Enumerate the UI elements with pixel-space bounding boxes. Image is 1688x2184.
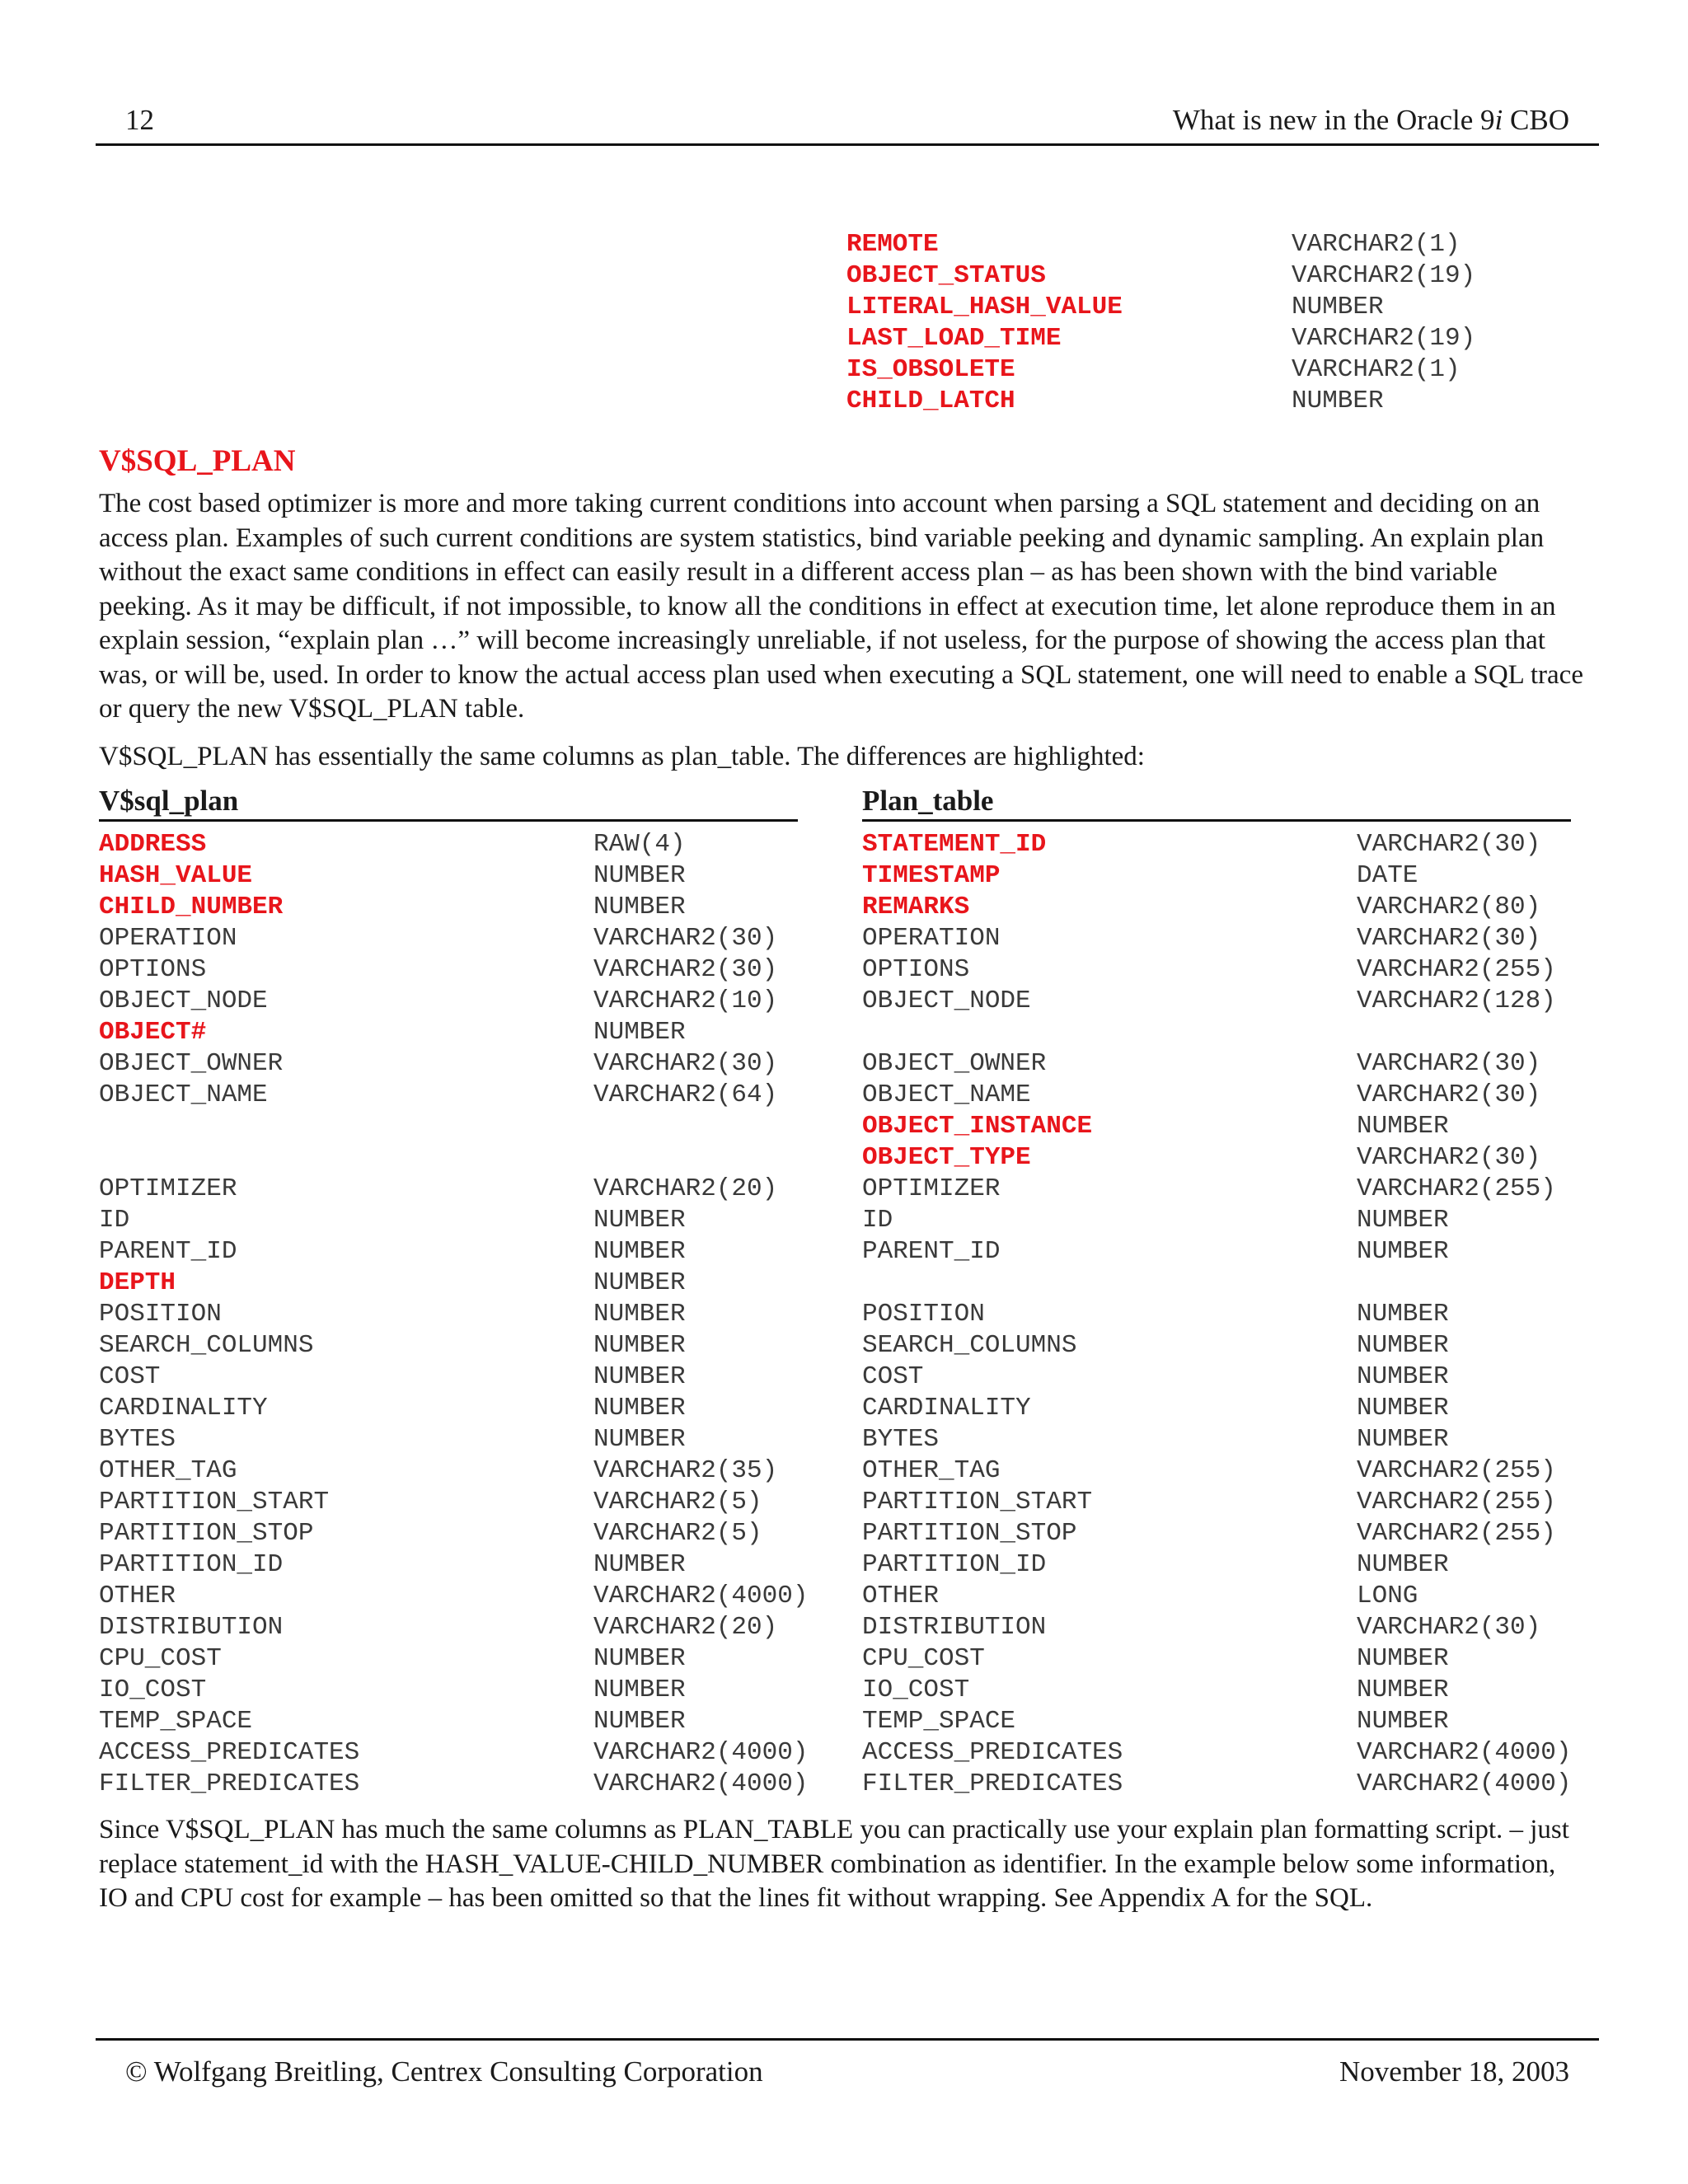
table-row <box>99 1549 841 1581</box>
column-type: NUMBER <box>593 1675 686 1704</box>
column-type: NUMBER <box>593 1300 686 1329</box>
column-name: REMOTE <box>846 230 939 259</box>
column-name: OTHER <box>862 1582 940 1610</box>
column-type: NUMBER <box>1357 1550 1449 1579</box>
column-name: OPTIMIZER <box>99 1174 237 1203</box>
column-type: VARCHAR2(30) <box>1357 1049 1541 1078</box>
table-row <box>99 1675 841 1706</box>
column-type: VARCHAR2(5) <box>593 1519 762 1548</box>
table-row <box>99 1330 841 1361</box>
column-type: NUMBER <box>593 1268 686 1297</box>
table-row <box>99 860 841 892</box>
column-name: OBJECT_NAME <box>99 1080 268 1109</box>
column-name: OBJECT_NODE <box>862 987 1031 1015</box>
table-row <box>862 1612 1604 1643</box>
intro-paragraph: The cost based optimizer is more and more taking current conditions into account when parsing a SQL statement and deciding on an access plan. Examples of such current conditions are system statistics, bind variable peeking and dynamic sampling. An explain plan without the exact same conditions in effect can easily result in a different access plan – as has been shown with the bind variable peeking. As it may be difficult, if not impossible, to know all the conditions in effect at execution time, let alone reproduce them in an explain session, “explain plan …” will become increasingly unreliable, if not useless, for the purpose of showing the access plan that was, or will be, used. In order to know the actual access plan used when executing a SQL statement, one will need to enable a SQL trace or query the new V$SQL_PLAN table. <box>99 489 1583 724</box>
column-name: OBJECT_OWNER <box>862 1049 1047 1078</box>
table-row <box>99 1080 841 1111</box>
column-type: NUMBER <box>593 1018 686 1047</box>
column-type: NUMBER <box>1357 1644 1449 1673</box>
column-name: OPERATION <box>862 924 1001 953</box>
table-row <box>99 1142 841 1174</box>
table-row <box>862 1205 1604 1236</box>
document-title-text: What is new in the Oracle 9 <box>1172 104 1495 136</box>
table-row <box>99 829 841 860</box>
column-name: CHILD_NUMBER <box>99 893 284 921</box>
table-row <box>846 386 1588 417</box>
column-name: OBJECT# <box>99 1018 207 1047</box>
column-name: CARDINALITY <box>99 1394 268 1422</box>
table-row <box>862 1236 1604 1268</box>
column-name: OBJECT_NAME <box>862 1080 1031 1109</box>
column-name: IS_OBSOLETE <box>846 355 1015 384</box>
column-type: VARCHAR2(10) <box>593 987 778 1015</box>
column-type: VARCHAR2(4000) <box>1357 1769 1572 1798</box>
table-row <box>846 323 1588 354</box>
column-type: VARCHAR2(30) <box>593 955 778 984</box>
table-row <box>99 1361 841 1393</box>
column-type: NUMBER <box>593 1331 686 1360</box>
table-row <box>862 1487 1604 1518</box>
column-type: VARCHAR2(4000) <box>593 1769 809 1798</box>
column-type: VARCHAR2(255) <box>1357 955 1556 984</box>
column-type: VARCHAR2(255) <box>1357 1174 1556 1203</box>
column-name: IO_COST <box>99 1675 207 1704</box>
column-type: DATE <box>1357 861 1418 890</box>
column-type: VARCHAR2(255) <box>1357 1519 1556 1548</box>
table-row <box>862 986 1604 1017</box>
column-type: NUMBER <box>593 1237 686 1266</box>
column-type: VARCHAR2(19) <box>1292 324 1476 353</box>
column-name: FILTER_PREDICATES <box>862 1769 1123 1798</box>
document-title <box>1173 104 1569 137</box>
column-type: NUMBER <box>1357 1394 1449 1422</box>
column-type: VARCHAR2(20) <box>593 1174 778 1203</box>
column-name: TIMESTAMP <box>862 861 1001 890</box>
column-name: PARTITION_START <box>862 1488 1093 1516</box>
table-row <box>862 1017 1604 1048</box>
column-type: VARCHAR2(30) <box>1357 830 1541 859</box>
table-row <box>99 1236 841 1268</box>
table-row <box>99 1111 841 1142</box>
column-name: CPU_COST <box>99 1644 222 1673</box>
table-row <box>862 1549 1604 1581</box>
column-name: ADDRESS <box>99 830 207 859</box>
column-type: VARCHAR2(30) <box>1357 924 1541 953</box>
vsql-plan-heading-text: V$sql_plan <box>99 785 239 817</box>
column-name: OTHER <box>99 1582 176 1610</box>
column-name: DISTRIBUTION <box>862 1613 1047 1642</box>
page-header <box>96 104 1599 146</box>
column-type: NUMBER <box>1292 387 1384 415</box>
column-name: OTHER_TAG <box>862 1456 1001 1485</box>
table-row <box>862 1111 1604 1142</box>
column-name: COST <box>862 1362 924 1391</box>
column-name: DISTRIBUTION <box>99 1613 284 1642</box>
table-row <box>99 1769 841 1800</box>
column-name: ACCESS_PREDICATES <box>862 1738 1123 1767</box>
column-type: NUMBER <box>593 861 686 890</box>
column-list-continuation <box>846 229 1588 417</box>
footer-date: November 18, 2003 <box>1339 2055 1569 2088</box>
table-row <box>862 1174 1604 1205</box>
column-name: DEPTH <box>99 1268 176 1297</box>
table-row <box>99 1518 841 1549</box>
column-name: OPTIONS <box>862 955 970 984</box>
table-row <box>862 1643 1604 1675</box>
column-name: OPTIONS <box>99 955 207 984</box>
table-row <box>846 354 1588 386</box>
column-type: VARCHAR2(30) <box>593 924 778 953</box>
table-row <box>99 1393 841 1424</box>
page-number: 12 <box>125 104 154 136</box>
column-type: NUMBER <box>1357 1425 1449 1454</box>
column-type: NUMBER <box>593 1644 686 1673</box>
column-type: NUMBER <box>1357 1206 1449 1235</box>
column-type: VARCHAR2(4000) <box>593 1738 809 1767</box>
table-row <box>99 1174 841 1205</box>
column-name: BYTES <box>99 1425 176 1454</box>
column-name: CARDINALITY <box>862 1394 1031 1422</box>
column-name: PARTITION_STOP <box>862 1519 1077 1548</box>
document-title-italic: i <box>1494 104 1503 136</box>
document-title-suffix: CBO <box>1503 104 1569 136</box>
comparison-intro-paragraph: V$SQL_PLAN has essentially the same columns as plan_table. The differences are highlighted: <box>99 742 1145 771</box>
column-name: OPTIMIZER <box>862 1174 1001 1203</box>
column-name: CPU_COST <box>862 1644 985 1673</box>
table-row <box>99 986 841 1017</box>
column-name: PARTITION_STOP <box>99 1519 314 1548</box>
column-type: VARCHAR2(255) <box>1357 1488 1556 1516</box>
table-row <box>99 1737 841 1769</box>
column-name: CHILD_LATCH <box>846 387 1015 415</box>
column-name: PARTITION_ID <box>862 1550 1047 1579</box>
column-type: NUMBER <box>593 1362 686 1391</box>
table-row <box>862 1455 1604 1487</box>
table-row <box>846 229 1588 260</box>
table-row <box>862 1080 1604 1111</box>
table-row <box>862 1706 1604 1737</box>
table-row <box>862 1142 1604 1174</box>
column-type: VARCHAR2(64) <box>593 1080 778 1109</box>
table-row <box>862 1268 1604 1299</box>
column-type: NUMBER <box>593 1394 686 1422</box>
plan-table-heading-text: Plan_table <box>862 785 994 817</box>
column-type: NUMBER <box>593 1707 686 1736</box>
column-type: VARCHAR2(30) <box>1357 1143 1541 1172</box>
column-type: NUMBER <box>593 893 686 921</box>
column-name: BYTES <box>862 1425 940 1454</box>
table-row <box>99 1612 841 1643</box>
column-type: NUMBER <box>1292 293 1384 321</box>
table-row <box>99 1299 841 1330</box>
table-row <box>846 292 1588 323</box>
column-type: NUMBER <box>593 1206 686 1235</box>
column-type: VARCHAR2(1) <box>1292 355 1461 384</box>
vsql-plan-heading <box>99 785 798 822</box>
section-title: V$SQL_PLAN <box>99 444 296 478</box>
column-type: VARCHAR2(5) <box>593 1488 762 1516</box>
table-row <box>862 1518 1604 1549</box>
table-row <box>862 1048 1604 1080</box>
column-type: VARCHAR2(255) <box>1357 1456 1556 1485</box>
column-name: POSITION <box>99 1300 222 1329</box>
column-name: OBJECT_STATUS <box>846 261 1046 290</box>
table-row <box>99 1643 841 1675</box>
column-type: NUMBER <box>1357 1362 1449 1391</box>
column-type: VARCHAR2(30) <box>593 1049 778 1078</box>
column-name: PARENT_ID <box>99 1237 237 1266</box>
column-type: VARCHAR2(30) <box>1357 1613 1541 1642</box>
column-type: LONG <box>1357 1582 1418 1610</box>
column-type: VARCHAR2(4000) <box>1357 1738 1572 1767</box>
column-type: RAW(4) <box>593 830 686 859</box>
table-row <box>862 860 1604 892</box>
table-row <box>99 1487 841 1518</box>
column-type: VARCHAR2(30) <box>1357 1080 1541 1109</box>
column-type: NUMBER <box>1357 1707 1449 1736</box>
column-type: NUMBER <box>1357 1237 1449 1266</box>
column-name: ACCESS_PREDICATES <box>99 1738 360 1767</box>
table-row <box>99 892 841 923</box>
table-row <box>99 954 841 986</box>
column-type: VARCHAR2(128) <box>1357 987 1556 1015</box>
column-name: PARTITION_ID <box>99 1550 284 1579</box>
column-type: NUMBER <box>1357 1331 1449 1360</box>
column-name: OBJECT_INSTANCE <box>862 1112 1093 1141</box>
column-name: OTHER_TAG <box>99 1456 237 1485</box>
column-name: OPERATION <box>99 924 237 953</box>
column-type: NUMBER <box>593 1550 686 1579</box>
column-name: TEMP_SPACE <box>99 1707 253 1736</box>
table-row <box>862 1330 1604 1361</box>
column-name: FILTER_PREDICATES <box>99 1769 360 1798</box>
table-row <box>99 1706 841 1737</box>
column-name: REMARKS <box>862 893 970 921</box>
column-name: IO_COST <box>862 1675 970 1704</box>
column-type: VARCHAR2(1) <box>1292 230 1461 259</box>
table-row <box>99 1268 841 1299</box>
column-name: PARTITION_START <box>99 1488 330 1516</box>
table-row <box>862 923 1604 954</box>
table-row <box>862 1299 1604 1330</box>
table-row <box>862 892 1604 923</box>
plan-table-columns-table <box>862 829 1604 1800</box>
table-row <box>99 1581 841 1612</box>
column-type: VARCHAR2(19) <box>1292 261 1476 290</box>
closing-paragraph: Since V$SQL_PLAN has much the same columns as PLAN_TABLE you can practically use your explain plan formatting script. – just replace statement_id with the HASH_VALUE-CHILD_NUMBER combination as identifier. In the example below some information, IO and CPU cost for example – has been omitted so that the lines fit without wrapping. See Appendix A for the SQL. <box>99 1815 1569 1913</box>
column-type: VARCHAR2(35) <box>593 1456 778 1485</box>
table-row <box>862 829 1604 860</box>
footer-copyright: © Wolfgang Breitling, Centrex Consulting Corporation <box>125 2055 763 2088</box>
column-type: VARCHAR2(4000) <box>593 1582 809 1610</box>
column-name: OBJECT_OWNER <box>99 1049 284 1078</box>
table-row <box>862 1769 1604 1800</box>
table-row <box>862 1737 1604 1769</box>
column-name: ID <box>862 1206 893 1235</box>
table-row <box>862 954 1604 986</box>
column-name: HASH_VALUE <box>99 861 253 890</box>
column-type: NUMBER <box>593 1425 686 1454</box>
column-type: VARCHAR2(20) <box>593 1613 778 1642</box>
column-name: OBJECT_NODE <box>99 987 268 1015</box>
column-name: POSITION <box>862 1300 985 1329</box>
column-name: SEARCH_COLUMNS <box>862 1331 1077 1360</box>
column-type: NUMBER <box>1357 1112 1449 1141</box>
table-row <box>99 1048 841 1080</box>
table-row <box>862 1675 1604 1706</box>
table-row <box>99 1017 841 1048</box>
column-name: COST <box>99 1362 161 1391</box>
table-row <box>862 1393 1604 1424</box>
column-name: OBJECT_TYPE <box>862 1143 1031 1172</box>
column-name: SEARCH_COLUMNS <box>99 1331 314 1360</box>
column-name: STATEMENT_ID <box>862 830 1047 859</box>
column-type: NUMBER <box>1357 1675 1449 1704</box>
column-name: TEMP_SPACE <box>862 1707 1016 1736</box>
column-type: VARCHAR2(80) <box>1357 893 1541 921</box>
column-name: ID <box>99 1206 130 1235</box>
vsql-plan-columns-table <box>99 829 841 1800</box>
column-name: PARENT_ID <box>862 1237 1001 1266</box>
table-row <box>862 1361 1604 1393</box>
table-row <box>862 1424 1604 1455</box>
column-name: LITERAL_HASH_VALUE <box>846 293 1123 321</box>
page-footer <box>96 2038 1599 2088</box>
table-row <box>99 1455 841 1487</box>
table-row <box>99 1205 841 1236</box>
column-name: LAST_LOAD_TIME <box>846 324 1062 353</box>
column-type: NUMBER <box>1357 1300 1449 1329</box>
table-row <box>99 923 841 954</box>
table-row <box>846 260 1588 292</box>
plan-table-heading <box>862 785 1571 822</box>
table-row <box>862 1581 1604 1612</box>
table-row <box>99 1424 841 1455</box>
